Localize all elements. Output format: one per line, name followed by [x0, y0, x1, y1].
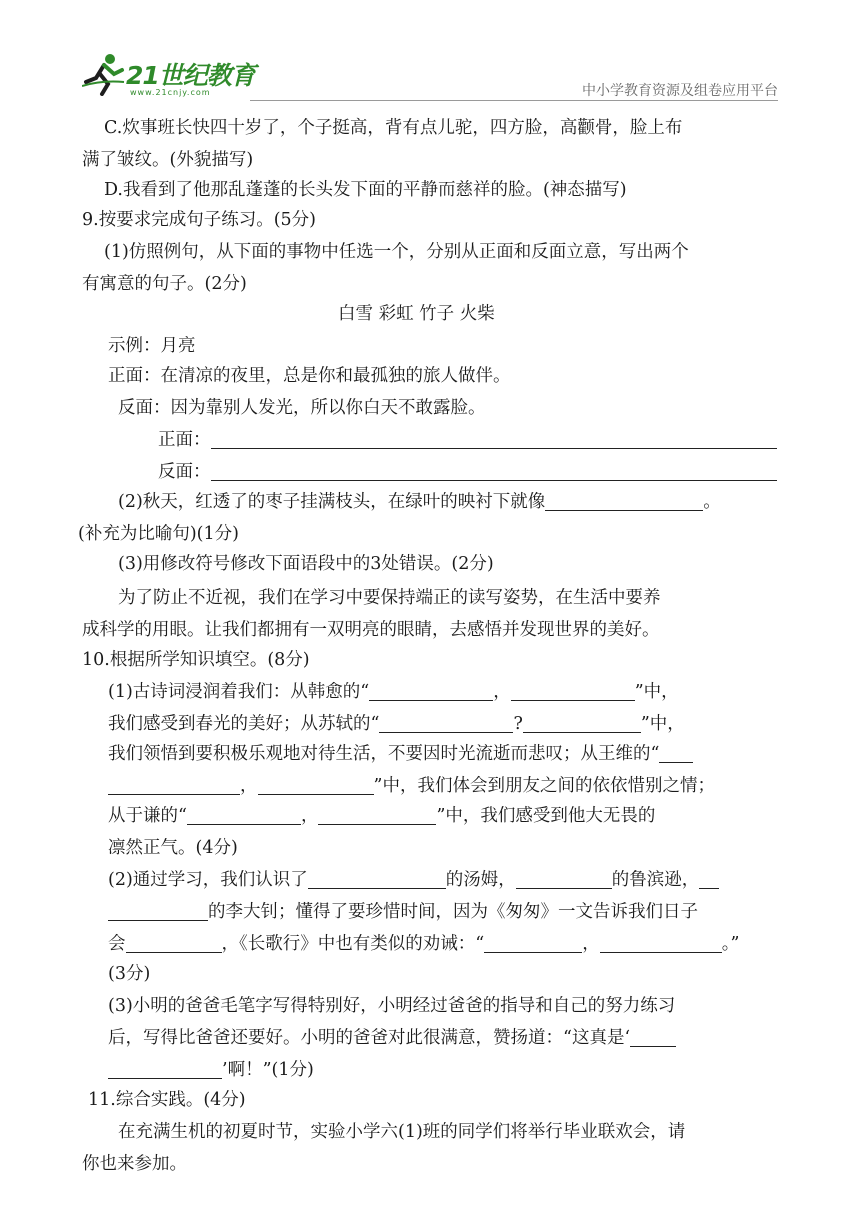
line-text: (1)仿照例句，从下面的事物中任选一个，分别从正面和反面立意，写出两个: [104, 242, 689, 262]
line-text: 正面：在清凉的夜里，总是你和最孤独的旅人做伴。: [108, 366, 511, 386]
text-line: [82, 268, 247, 300]
text-line: [108, 864, 719, 896]
text-line: [108, 360, 511, 392]
text-line: [108, 832, 238, 864]
line-text: 后，写得比爸爸还要好。小明的爸爸对此很满意，赞扬道：“这真是‘: [108, 1028, 631, 1048]
line-text: 的汤姆，: [445, 870, 516, 890]
line-text: ，: [300, 806, 319, 826]
text-line: [118, 582, 661, 614]
line-text: 满了皱纹。(外貌描写): [82, 150, 254, 170]
text-line: [108, 770, 715, 802]
text-line: [108, 676, 679, 708]
text-line: [108, 958, 150, 990]
line-text: ”中，我们体会到朋友之间的依依惜别之情；: [373, 776, 715, 796]
text-line: [108, 330, 196, 362]
line-text: 从于谦的“: [108, 806, 187, 826]
answer-blank[interactable]: [523, 712, 641, 733]
line-text: ?: [513, 714, 523, 734]
text-line: [108, 800, 655, 832]
line-text: 的鲁滨逊，: [611, 870, 700, 890]
line-text: 反面：: [158, 462, 211, 482]
line-text: ”中，: [634, 682, 679, 702]
text-line: [108, 1022, 676, 1054]
text-line: [88, 1084, 246, 1116]
answer-blank[interactable]: [187, 804, 301, 825]
text-line: [108, 738, 693, 770]
text-line: [338, 298, 495, 330]
runner-icon: [82, 52, 126, 96]
line-text: 示例：月亮: [108, 336, 196, 356]
line-text: 会: [108, 934, 126, 954]
line-text: 成科学的用眼。让我们都拥有一双明亮的眼睛，去感悟并发现世界的美好。: [82, 620, 660, 640]
answer-blank[interactable]: [630, 1026, 676, 1047]
answer-blank[interactable]: [484, 932, 582, 953]
text-line: [104, 236, 689, 268]
line-text: 我们感受到春光的美好；从苏轼的“: [108, 714, 380, 734]
answer-blank[interactable]: [308, 868, 446, 889]
text-line: [108, 928, 739, 960]
answer-blank[interactable]: [258, 774, 374, 795]
text-line: [82, 204, 316, 236]
text-line: [104, 174, 627, 206]
line-text: 。”: [721, 934, 740, 954]
line-text: 凛然正气。(4分): [108, 838, 238, 858]
line-text: ”中，我们感受到他大无畏的: [436, 806, 656, 826]
text-line: [104, 112, 682, 144]
text-line: [108, 990, 675, 1022]
text-line: [82, 644, 310, 676]
line-text: 为了防止不近视，我们在学习中要保持端正的读写姿势，在生活中要养: [118, 588, 661, 608]
line-text: 的李大钊；懂得了要珍惜时间，因为《匆匆》一文告诉我们日子: [208, 902, 698, 922]
line-text: 。: [703, 492, 721, 512]
line-text: ，: [240, 776, 258, 796]
answer-blank[interactable]: [516, 868, 612, 889]
answer-blank[interactable]: [659, 742, 693, 763]
line-text: (补充为比喻句)(1分): [78, 524, 239, 544]
line-text: 我们领悟到要积极乐观地对待生活，不要因时光流逝而悲叹；从王维的“: [108, 744, 660, 764]
answer-blank[interactable]: [511, 680, 635, 701]
line-text: (3)小明的爸爸毛笔字写得特别好，小明经过爸爸的指导和自己的努力练习: [108, 996, 676, 1016]
answer-blank[interactable]: [699, 868, 719, 889]
line-text: (2)秋天，红透了的枣子挂满枝头，在绿叶的映衬下就像: [118, 492, 546, 512]
answer-blank[interactable]: [211, 428, 777, 449]
line-text: 10.根据所学知识填空。(8分): [82, 650, 310, 670]
line-text: 你也来参加。: [82, 1154, 187, 1174]
line-text: ，《长歌行》中也有类似的劝诫：“: [221, 934, 485, 954]
text-line: [108, 1054, 314, 1086]
line-text: 9.按要求完成句子练习。(5分): [82, 210, 316, 230]
line-text: (1)古诗词浸润着我们：从韩愈的“: [108, 682, 370, 702]
line-text: (2)通过学习，我们认识了: [108, 870, 308, 890]
answer-blank[interactable]: [318, 804, 436, 825]
text-line: [118, 548, 494, 580]
line-text: 在充满生机的初夏时节，实验小学六(1)班的同学们将举行毕业联欢会，请: [118, 1122, 686, 1142]
line-text: ’啊！”(1分): [222, 1060, 314, 1080]
answer-blank[interactable]: [369, 680, 493, 701]
page-header: [0, 0, 860, 110]
answer-blank[interactable]: [108, 900, 208, 921]
answer-blank[interactable]: [379, 712, 513, 733]
answer-blank[interactable]: [126, 932, 222, 953]
line-text: 有寓意的句子。(2分): [82, 274, 247, 294]
text-line: [118, 1116, 685, 1148]
text-line: [82, 1148, 187, 1180]
answer-blank[interactable]: [545, 490, 703, 511]
text-line: [158, 456, 777, 488]
line-text: 白雪 彩虹 竹子 火柴: [338, 304, 495, 324]
text-line: [118, 392, 486, 424]
logo: [82, 52, 272, 102]
line-text: 反面：因为靠别人发光，所以你白天不敢露脸。: [118, 398, 486, 418]
logo-url: www.21cnjy.com: [130, 88, 211, 97]
text-line: [118, 486, 721, 518]
line-text: 正面：: [158, 430, 211, 450]
line-text: C.炊事班长快四十岁了，个子挺高，背有点儿驼，四方脸，高颧骨，脸上布: [104, 118, 683, 138]
text-line: [78, 518, 239, 550]
text-line: [108, 708, 685, 740]
line-text: D.我看到了他那乱蓬蓬的长头发下面的平静而慈祥的脸。(神态描写): [104, 180, 627, 200]
logo-text: 21世纪教育: [126, 61, 255, 90]
text-line: [158, 424, 777, 456]
answer-blank[interactable]: [108, 774, 240, 795]
line-text: ”中，: [640, 714, 685, 734]
header-divider: [250, 100, 778, 101]
answer-blank[interactable]: [600, 932, 722, 953]
line-text: ，: [582, 934, 600, 954]
line-text: (3分): [108, 964, 151, 984]
text-line: [82, 144, 253, 176]
text-line: [108, 896, 698, 928]
platform-name: 中小学教育资源及组卷应用平台: [582, 83, 778, 99]
answer-blank[interactable]: [108, 1058, 222, 1079]
line-text: ，: [493, 682, 511, 702]
line-text: 11.综合实践。(4分): [88, 1090, 246, 1110]
line-text: (3)用修改符号修改下面语段中的3处错误。(2分): [118, 554, 494, 574]
text-line: [82, 614, 660, 646]
answer-blank[interactable]: [211, 460, 777, 481]
